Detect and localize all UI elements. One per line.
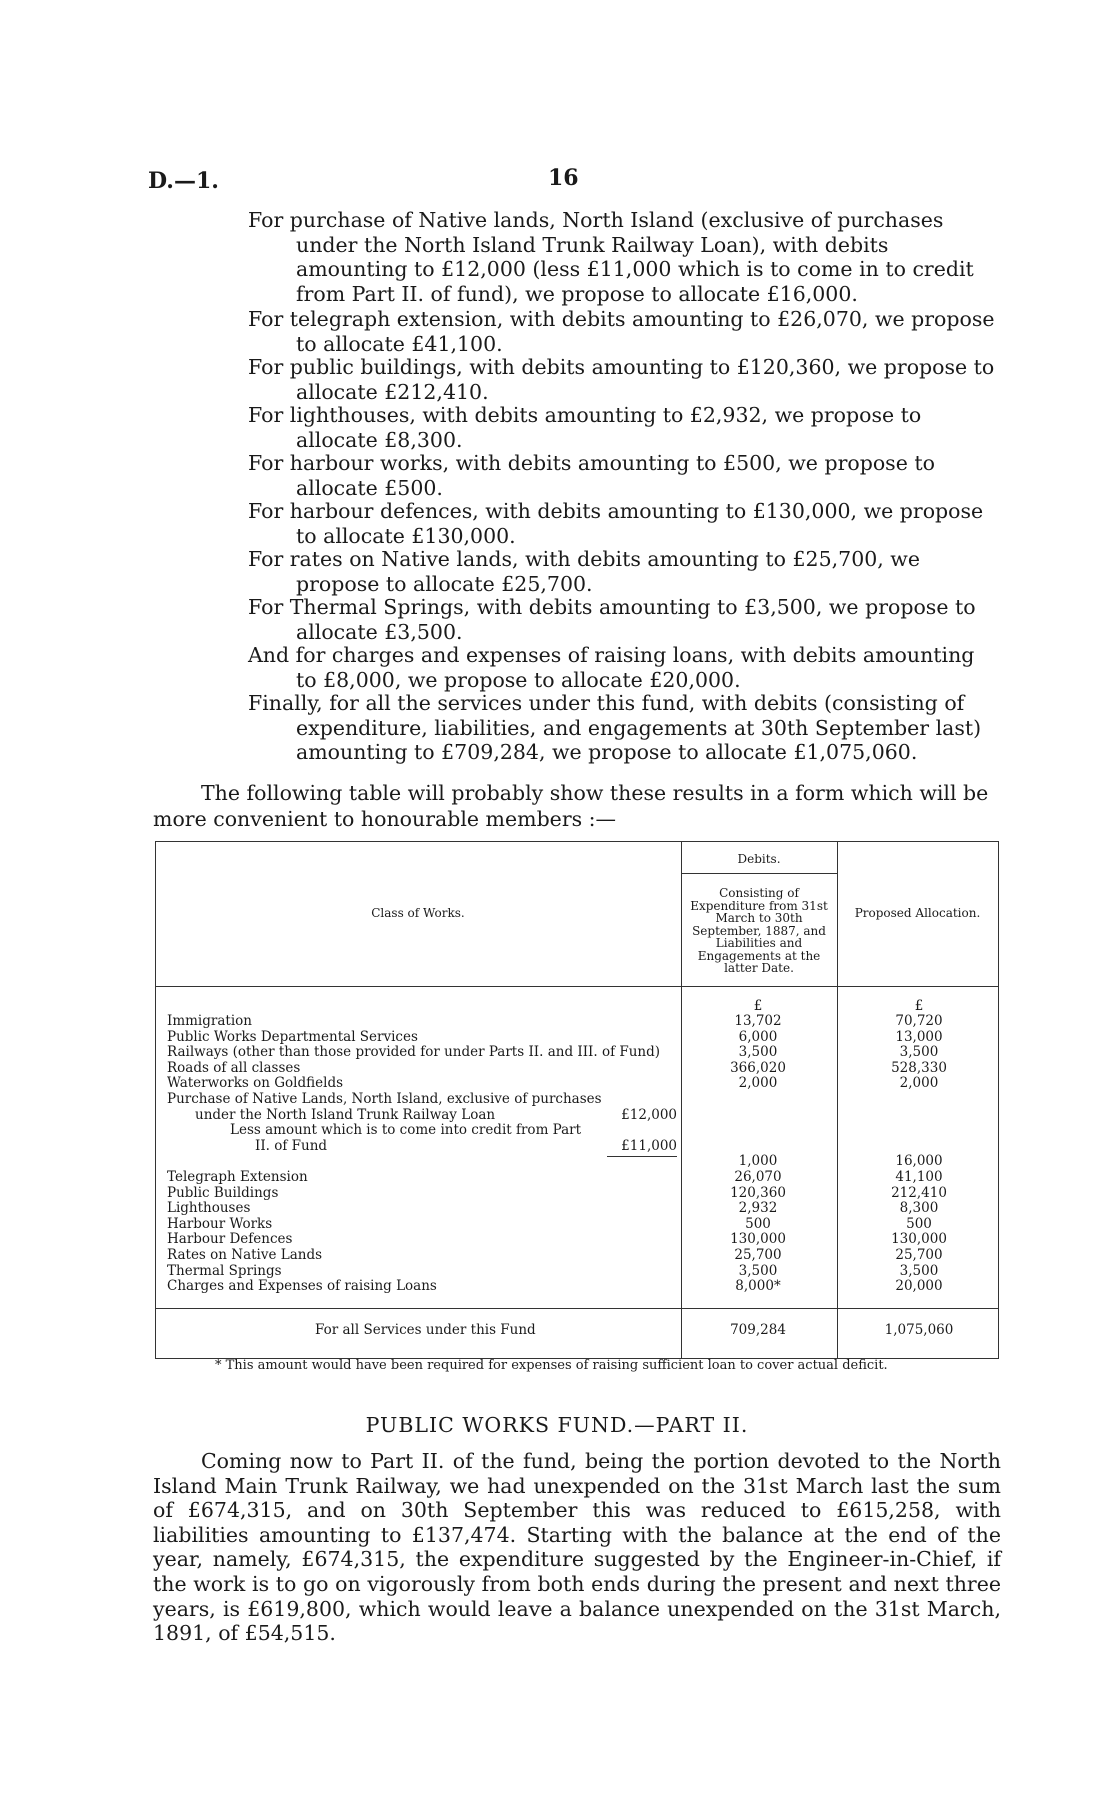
- row-label: Purchase of Native Lands, North Island, exclusive of purchases: [167, 1091, 602, 1107]
- row-label: Less amount which is to come into credit from Part: [230, 1122, 582, 1139]
- row-debit: 500: [745, 1215, 771, 1232]
- row-allocation: 13,000: [895, 1028, 943, 1045]
- table-rule: [155, 1308, 999, 1309]
- table-row: [155, 1014, 999, 1030]
- row-allocation: 8,300: [899, 1200, 939, 1217]
- table-row: [155, 1248, 999, 1264]
- currency-symbol: £: [914, 998, 924, 1014]
- row-label: Roads of all classes: [167, 1059, 301, 1076]
- row-debit: 13,702: [734, 1013, 782, 1029]
- allocation-paragraph: For rates on Native lands, with debits amounting to £25,700, we propose to allocate £25,700.: [248, 547, 920, 596]
- allocation-paragraph: For purchase of Native lands, North Island (exclusive of purchases under the North Island Trunk Railway Loan), with debits amounting to £12,000 (less £11,000 which is to come in to credit from Part II. of fund), we propose to allocate £16,000.: [248, 208, 974, 306]
- works-table: [155, 841, 999, 1359]
- row-debit: 2,000: [738, 1075, 778, 1092]
- table-rule: [681, 873, 837, 874]
- row-label: Harbour Defences: [167, 1231, 293, 1248]
- table-row: [155, 1279, 999, 1295]
- row-allocation: 212,410: [891, 1184, 947, 1201]
- row-debit: 366,020: [730, 1059, 786, 1076]
- row-credit-amount: £11,000: [621, 1137, 677, 1154]
- row-allocation: 20,000: [895, 1278, 943, 1295]
- table-row: [155, 1092, 999, 1108]
- row-label: Telegraph Extension: [167, 1169, 308, 1185]
- row-allocation: 3,500: [899, 1044, 939, 1061]
- table-row: [155, 1123, 999, 1139]
- row-label: Public Works Departmental Services: [167, 1028, 418, 1045]
- row-allocation: 16,000: [895, 1153, 943, 1170]
- row-debit: 120,360: [730, 1184, 786, 1201]
- allocation-paragraph: And for charges and expenses of raising loans, with debits amounting to £8,000, we propose to allocate £20,000.: [248, 643, 975, 692]
- allocation-paragraph: For telegraph extension, with debits amounting to £26,070, we propose to allocate £41,100.: [248, 307, 995, 356]
- currency-symbol: £: [753, 998, 763, 1014]
- table-row: [155, 1139, 999, 1155]
- allocation-paragraph: For harbour works, with debits amounting to £500, we propose to allocate £500.: [248, 451, 935, 500]
- row-allocation: 70,720: [895, 1013, 943, 1029]
- table-row: [155, 1186, 999, 1202]
- table-row: [155, 1170, 999, 1186]
- section-body: Coming now to Part II. of the fund, being the portion devoted to the North Island Main Trunk Railway, we had unexpended on the 31st March last the sum of £674,315, and on 30th September this was reduced to £615,258, with liabilities amounting to £137,474. Starting with the balance at the end of the year, namely, £674,315, the expenditure suggested by the Engineer-in-Chief, if the work is to go on vigorously from both ends during the present and next three years, is £619,800, which would leave a balance unexpended on the 31st March, 1891, of £54,515.: [153, 1449, 1001, 1646]
- row-debit: 26,070: [734, 1169, 782, 1185]
- total-label: For all Services under this Fund: [315, 1322, 536, 1338]
- row-debit: 3,500: [738, 1262, 778, 1279]
- header-debits: Debits.: [737, 852, 781, 866]
- row-allocation: 2,000: [899, 1075, 939, 1092]
- row-allocation: 130,000: [891, 1231, 947, 1248]
- row-label: Railways (other than those provided for under Parts II. and III. of Fund): [167, 1044, 661, 1061]
- table-row: [155, 1154, 999, 1170]
- table-row: [155, 1061, 999, 1077]
- row-label: under the North Island Trunk Railway Loan: [195, 1106, 496, 1123]
- row-allocation: 25,700: [895, 1247, 943, 1263]
- currency-row: [155, 999, 999, 1015]
- allocation-paragraph: Finally, for all the services under this fund, with debits (consisting of expenditure, liabilities, and engagements at 30th September last) amounting to £709,284, we propose to allocate £1,075,060.: [248, 691, 982, 765]
- table-row: [155, 1201, 999, 1217]
- row-label: Immigration: [167, 1013, 252, 1029]
- row-allocation: 500: [906, 1215, 932, 1232]
- table-row: [155, 1076, 999, 1092]
- row-allocation: 41,100: [895, 1169, 943, 1185]
- row-allocation: 528,330: [891, 1059, 947, 1076]
- header-proposed-allocation: Proposed Allocation.: [854, 906, 981, 920]
- row-debit: 2,932: [738, 1200, 778, 1217]
- row-label: Public Buildings: [167, 1184, 279, 1201]
- row-debit: 25,700: [734, 1247, 782, 1263]
- total-allocation: 1,075,060: [884, 1322, 954, 1338]
- table-rule: [155, 841, 999, 842]
- row-label: Rates on Native Lands: [167, 1247, 323, 1263]
- row-gross-amount: £12,000: [621, 1106, 677, 1123]
- row-label: Harbour Works: [167, 1215, 273, 1232]
- allocation-paragraph: For harbour defences, with debits amounting to £130,000, we propose to allocate £130,000.: [248, 499, 984, 548]
- header-class-of-works: Class of Works.: [371, 906, 465, 920]
- allocation-paragraph: For public buildings, with debits amounting to £120,360, we propose to allocate £212,410.: [248, 355, 995, 404]
- table-footnote: * This amount would have been required for expenses of raising sufficient loan to cover actual deficit.: [215, 1358, 888, 1373]
- allocation-paragraph: For lighthouses, with debits amounting to £2,932, we propose to allocate £8,300.: [248, 403, 922, 452]
- table-row: [155, 1264, 999, 1280]
- table-row: [155, 1217, 999, 1233]
- table-row: [155, 1045, 999, 1061]
- row-label: II. of Fund: [255, 1137, 328, 1154]
- row-debit: 3,500: [738, 1044, 778, 1061]
- total-debit: 709,284: [730, 1322, 786, 1338]
- table-row: [155, 1030, 999, 1046]
- allocation-paragraph: For Thermal Springs, with debits amounting to £3,500, we propose to allocate £3,500.: [248, 595, 976, 644]
- row-debit: 8,000*: [735, 1278, 781, 1295]
- section-heading: PUBLIC WORKS FUND.—PART II.: [365, 1413, 749, 1437]
- header-debits-detail: Consisting of Expenditure from 31st March to 30th September, 1887, and Liabilities and Engagements at the latter Date.: [690, 886, 828, 975]
- page-identifier: D.—1.: [148, 168, 219, 194]
- row-debit: 1,000: [738, 1153, 778, 1170]
- page-number: 16: [548, 165, 579, 191]
- row-label: Thermal Springs: [167, 1262, 282, 1279]
- row-label: Waterworks on Goldfields: [167, 1075, 344, 1092]
- total-row: [155, 1323, 999, 1339]
- row-debit: 6,000: [738, 1028, 778, 1045]
- table-row: [155, 1232, 999, 1248]
- table-intro: The following table will probably show these results in a form which will be more convenient to honourable members :—: [153, 781, 989, 831]
- row-allocation: 3,500: [899, 1262, 939, 1279]
- row-label: Lighthouses: [167, 1200, 251, 1217]
- table-row: [155, 1108, 999, 1124]
- table-rule: [155, 986, 999, 987]
- row-debit: 130,000: [730, 1231, 786, 1248]
- row-label: Charges and Expenses of raising Loans: [167, 1278, 437, 1295]
